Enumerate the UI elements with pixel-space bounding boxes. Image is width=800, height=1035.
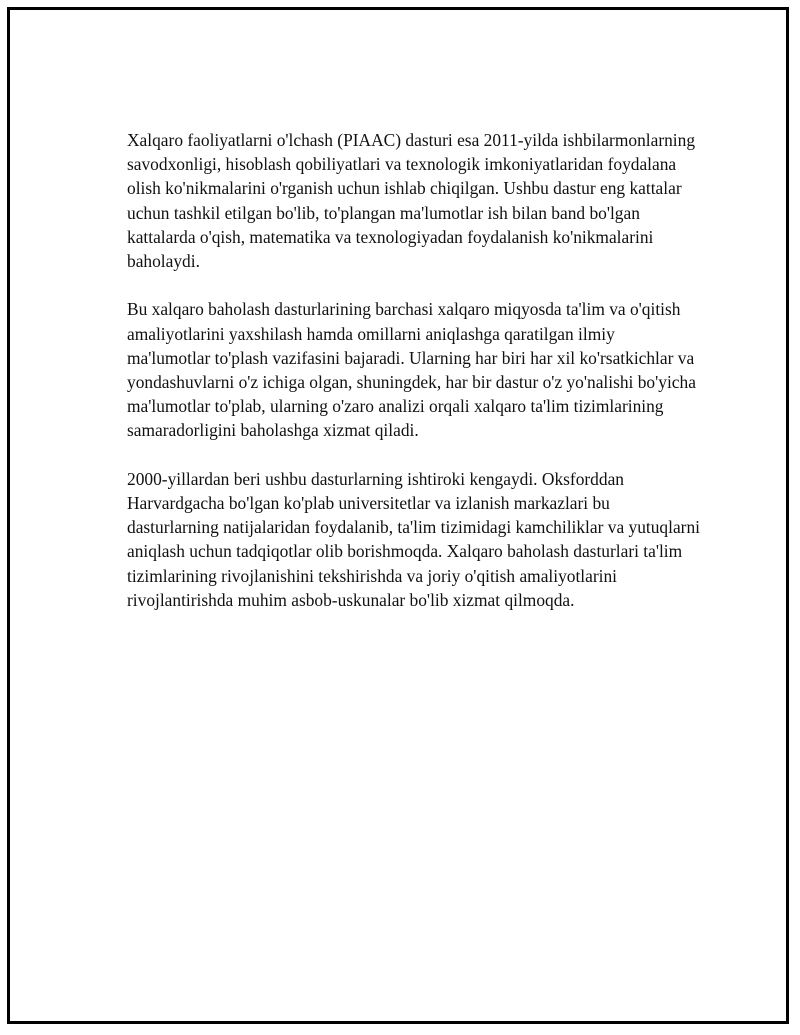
document-body (127, 128, 702, 612)
paragraph-participation-growth: 2000-yillardan beri ushbu dasturlarning ishtiroki kengaydi. Oksforddan Harvardgacha bo'lgan ko'plab universitetlar va izlanish markazlari bu dasturlarning natijalaridan foydalanib, ta'lim tizimidagi kamchiliklar va yutuqlarni aniqlash uchun tadqiqotlar olib borishmoqda. Xalqaro baholash dasturlari ta'lim tizimlarining rivojlanishini tekshirishda va joriy o'qitish amaliyotlarini rivojlantirishda muhim asbob-uskunalar bo'lib xizmat qilmoqda. (127, 468, 700, 610)
paragraph-piaac: Xalqaro faoliyatlarni o'lchash (PIAAC) dasturi esa 2011-yilda ishbilarmonlarning savodxonligi, hisoblash qobiliyatlari va texnologik imkoniyatlaridan foydalana olish ko'nikmalarini o'rganish uchun ishlab chiqilgan. Ushbu dastur eng kattalar uchun tashkil etilgan bo'lib, to'plangan ma'lumotlar ish bilan band bo'lgan kattalarda o'qish, matematika va texnologiyadan foydalanish ko'nikmalarini baholaydi. (127, 130, 696, 272)
page-frame (7, 7, 789, 1024)
paragraph-assessment-purpose: Bu xalqaro baholash dasturlarining barchasi xalqaro miqyosda ta'lim va o'qitish amaliyotlarini yaxshilash hamda omillarni aniqlashga qaratilgan ilmiy ma'lumotlar to'plash vazifasini bajaradi. Ularning har biri har xil ko'rsatkichlar va yondashuvlarni o'z ichiga olgan, shuningdek, har bir dastur o'z yo'nalishi bo'yicha ma'lumotlar to'plab, ularning o'zaro analizi orqali xalqaro ta'lim tizimlarining samaradorligini baholashga xizmat qiladi. (127, 299, 696, 441)
